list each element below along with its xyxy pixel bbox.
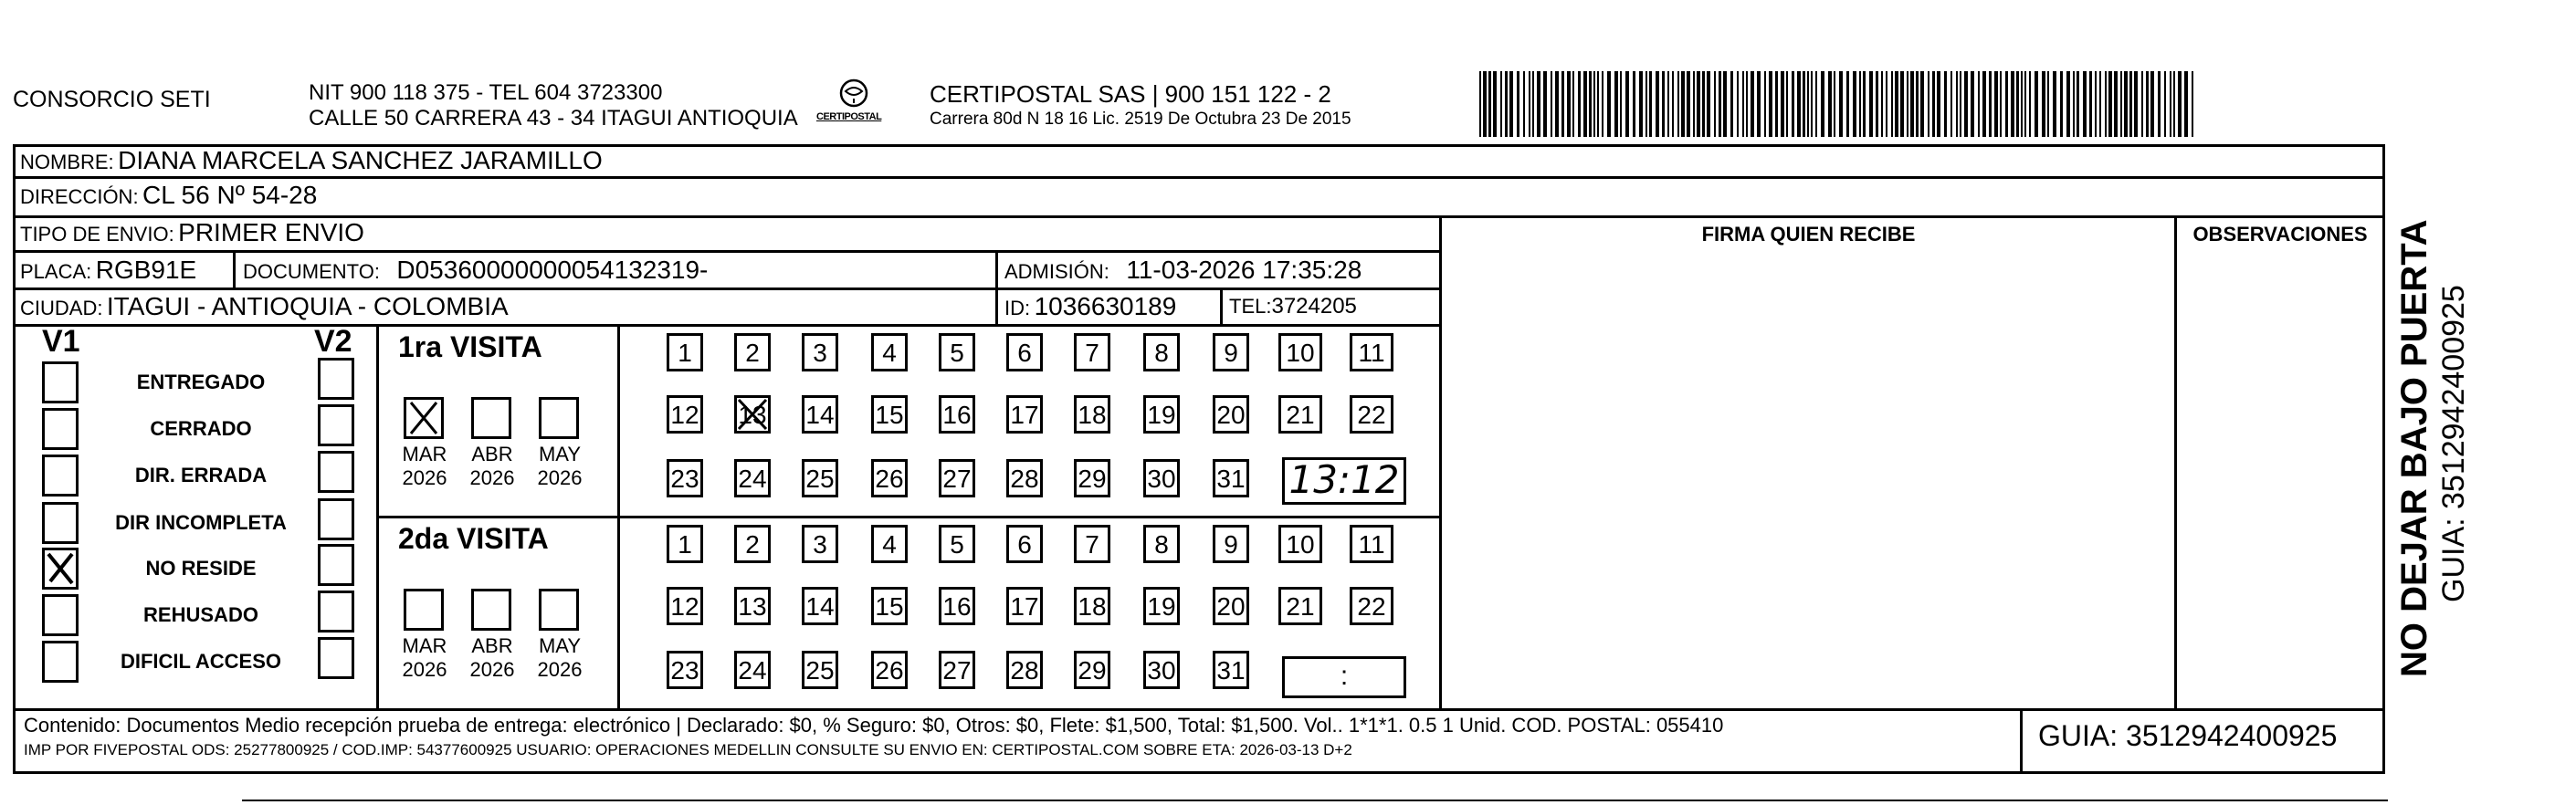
barcode-bar [1523, 71, 1525, 137]
barcode-bar [1971, 71, 1974, 137]
second-day-box[interactable]: 30 [1143, 651, 1180, 689]
first-day-box[interactable]: 9 [1213, 333, 1249, 371]
barcode-bar [2011, 71, 2014, 137]
barcode-bar [1551, 71, 1552, 137]
second-month-checkbox[interactable] [404, 589, 444, 631]
barcode-bar [1707, 71, 1710, 137]
first-day-box[interactable]: 31 [1213, 459, 1249, 497]
barcode-bar [1964, 71, 1968, 137]
barcode-bar [1803, 71, 1805, 137]
barcode-bar [1978, 71, 1980, 137]
barcode-bar [1517, 71, 1519, 137]
placa-label: PLACA: [20, 260, 92, 283]
status-label: NO RESIDE [145, 557, 257, 580]
ciudad-label: CIUDAD: [20, 297, 103, 319]
v2-checkbox[interactable] [318, 358, 354, 400]
v1-checkbox[interactable] [42, 361, 79, 403]
barcode-bar [1649, 71, 1652, 137]
barcode-bar [2178, 71, 2182, 137]
second-month-checkbox[interactable] [539, 589, 579, 631]
second-day-box[interactable]: 24 [734, 651, 771, 689]
barcode-bar [1907, 71, 1908, 137]
barcode-bar [2042, 71, 2045, 137]
barcode-bar [1928, 71, 1929, 137]
barcode-bar [1693, 71, 1695, 137]
second-day-box[interactable]: 18 [1074, 587, 1110, 625]
barcode-bar [1920, 71, 1924, 137]
status-label: REHUSADO [143, 603, 258, 626]
first-day-box[interactable]: 30 [1143, 459, 1180, 497]
barcode-bar [1645, 71, 1647, 137]
second-day-box[interactable]: 14 [802, 587, 838, 625]
nombre-label: NOMBRE: [20, 151, 114, 173]
barcode-bar [1937, 71, 1940, 137]
first-visit-title: 1ra VISITA [398, 330, 542, 363]
second-day-box[interactable]: 21 [1278, 587, 1322, 625]
documento-value: D05360000000054132319- [396, 256, 709, 284]
barcode-bar [2108, 71, 2112, 137]
barcode-bar [1561, 71, 1564, 137]
barcode-bar [1797, 71, 1801, 137]
barcode-bar [2035, 71, 2038, 137]
second-day-box[interactable]: 27 [939, 651, 975, 689]
first-year-label: 2026 [402, 466, 447, 489]
barcode-bar [1769, 71, 1772, 137]
first-day-box[interactable]: 6 [1006, 333, 1043, 371]
first-year-label: 2026 [537, 466, 583, 489]
placa-value: RGB91E [95, 256, 197, 284]
admision-field [1004, 256, 1362, 285]
v1-checkbox[interactable] [42, 408, 79, 450]
v1-checkbox[interactable] [42, 455, 79, 497]
admision-value: 11-03-2026 17:35:28 [1126, 256, 1362, 284]
barcode-bar [1602, 71, 1603, 137]
barcode-bar [2158, 71, 2161, 137]
barcode-bar [1672, 71, 1674, 137]
second-day-box[interactable]: 16 [939, 587, 975, 625]
first-day-box[interactable]: 25 [802, 459, 838, 497]
barcode-bar [2192, 71, 2193, 137]
barcode-bar [1656, 71, 1659, 137]
first-day-box[interactable]: 11 [1350, 333, 1393, 371]
certipostal-logo [813, 75, 895, 130]
status-label: ENTREGADO [136, 371, 266, 393]
barcode-bar [1620, 71, 1622, 137]
barcode-bar [2016, 71, 2019, 137]
second-month-label: ABR [471, 634, 513, 657]
second-year-label: 2026 [469, 658, 515, 681]
barcode-bar [1730, 71, 1733, 137]
barcode-bar [1815, 71, 1817, 137]
v2-checkbox[interactable] [318, 637, 354, 679]
v2-label: V2 [314, 324, 352, 359]
first-month-checkbox[interactable] [404, 397, 444, 439]
first-day-box[interactable]: 12 [667, 395, 703, 434]
first-day-box[interactable]: 13 [734, 395, 771, 434]
direccion-field [20, 181, 317, 210]
barcode-bar [2164, 71, 2166, 137]
first-day-box[interactable]: 10 [1278, 333, 1322, 371]
barcode-bar [2005, 71, 2008, 137]
licence-line: Carrera 80d N 18 16 Lic. 2519 De Octubra 23 De 2015 [930, 110, 1351, 129]
nit-line: NIT 900 118 375 - TEL 604 3723300 [309, 80, 663, 105]
v2-checkbox[interactable] [318, 404, 354, 446]
barcode-bar [1597, 71, 1599, 137]
barcode-bar [1737, 71, 1739, 137]
barcode-bar [1483, 71, 1487, 137]
status-label: DIFICIL ACCESO [120, 650, 281, 673]
barcode-bar [1719, 71, 1721, 137]
barcode-bar [1687, 71, 1690, 137]
barcode-bar [2141, 71, 2143, 137]
barcode-bar [1994, 71, 1998, 137]
barcode-bar [1960, 71, 1961, 137]
first-day-box[interactable]: 2 [734, 333, 771, 371]
second-year-label: 2026 [402, 658, 447, 681]
v1-checkbox[interactable] [42, 641, 79, 683]
tel-field [1229, 294, 1357, 319]
barcode-bar [2083, 71, 2087, 137]
barcode-bar [1723, 71, 1727, 137]
first-day-box[interactable]: 24 [734, 459, 771, 497]
first-day-box[interactable]: 3 [802, 333, 838, 371]
barcode-bar [1859, 71, 1861, 137]
barcode-bar [1834, 71, 1835, 137]
barcode-bar [2184, 71, 2188, 137]
firma-label: FIRMA QUIEN RECIBE [1701, 223, 1916, 246]
barcode-bar [1863, 71, 1866, 137]
second-day-box[interactable]: 23 [667, 651, 703, 689]
company-name: CONSORCIO SETI [13, 87, 211, 112]
barcode-bar [1989, 71, 1992, 137]
barcode-bar [1900, 71, 1904, 137]
tipo-field [20, 218, 364, 247]
first-month-label: ABR [471, 443, 513, 465]
barcode-bar [1488, 71, 1491, 137]
barcode-bar [1751, 71, 1754, 137]
second-day-box[interactable]: 22 [1350, 587, 1393, 625]
first-day-box[interactable]: 29 [1074, 459, 1110, 497]
documento-field [243, 256, 708, 285]
barcode-bar [1479, 71, 1481, 137]
barcode-bar [1662, 71, 1665, 137]
barcode-bar [2173, 71, 2175, 137]
barcode-bar [1982, 71, 1986, 137]
barcode-bar [1702, 71, 1705, 137]
v2-checkbox[interactable] [318, 451, 354, 493]
barcode-bar [2029, 71, 2031, 137]
first-day-box[interactable]: 4 [871, 333, 908, 371]
barcode-bar [1821, 71, 1824, 137]
second-month-label: MAR [402, 634, 447, 657]
barcode-bar [2129, 71, 2132, 137]
barcode-bar [1807, 71, 1809, 137]
first-month-label: MAR [402, 443, 447, 465]
first-day-box[interactable]: 26 [871, 459, 908, 497]
barcode-bar [2066, 71, 2070, 137]
imp-line: IMP POR FIVEPOSTAL ODS: 25277800925 / COD.IMP: 54377600925 USUARIO: OPERACIONES MEDELLIN CONSULTE SU ENVIO EN: CERTIPOSTAL.COM SOBRE ETA: 2026-03-13 D+2 [24, 741, 1352, 758]
status-label: DIR INCOMPLETA [115, 511, 287, 534]
first-day-box[interactable]: 27 [939, 459, 975, 497]
direccion-label: DIRECCIÓN: [20, 185, 139, 208]
barcode-bar [1950, 71, 1952, 137]
barcode-bar [1839, 71, 1843, 137]
second-day-box[interactable]: 4 [871, 525, 908, 563]
v2-checkbox[interactable] [318, 544, 354, 586]
second-month-label: MAY [538, 634, 582, 657]
barcode-bar [1537, 71, 1540, 137]
first-day-mark [736, 397, 769, 436]
barcode-bar [1583, 71, 1587, 137]
first-month-label: MAY [538, 443, 582, 465]
barcode-bar [1639, 71, 1643, 137]
barcode-bar [1589, 71, 1592, 137]
first-day-box[interactable]: 21 [1278, 395, 1322, 434]
second-day-box[interactable]: 10 [1278, 525, 1322, 563]
barcode-bar [2047, 71, 2049, 137]
logo-text: CERTIPOSTAL [816, 111, 882, 122]
barcode-bar [2124, 71, 2128, 137]
barcode-bar [1944, 71, 1947, 137]
barcode-bar [2120, 71, 2122, 137]
barcode-bar [1500, 71, 1502, 137]
second-time-box[interactable]: : [1282, 656, 1406, 698]
ciudad-field [20, 292, 509, 321]
v2-checkbox[interactable] [318, 498, 354, 540]
barcode-bar [2053, 71, 2056, 137]
tipo-label: TIPO DE ENVIO: [20, 223, 174, 246]
second-visit-title: 2da VISITA [398, 522, 549, 555]
barcode-bar [1607, 71, 1611, 137]
second-day-box[interactable]: 11 [1350, 525, 1393, 563]
barcode-bar [1543, 71, 1547, 137]
barcode-bar [1614, 71, 1618, 137]
id-label: ID: [1004, 297, 1031, 319]
barcode-bar [2150, 71, 2154, 137]
barcode-bar [1493, 71, 1497, 137]
first-year-label: 2026 [469, 466, 515, 489]
first-day-box[interactable]: 7 [1074, 333, 1110, 371]
barcode-bar [1881, 71, 1883, 137]
v1-label: V1 [42, 324, 80, 359]
second-year-label: 2026 [537, 658, 583, 681]
v1-checkbox[interactable] [42, 594, 79, 636]
barcode-bar [1775, 71, 1778, 137]
barcode-bar [1625, 71, 1629, 137]
second-day-box[interactable]: 28 [1006, 651, 1043, 689]
barcode-bar [2024, 71, 2026, 137]
barcode-bar [1764, 71, 1766, 137]
barcode-bar [1593, 71, 1595, 137]
first-day-box[interactable]: 17 [1006, 395, 1043, 434]
barcode-bar [1505, 71, 1508, 137]
tel-label: TEL: [1229, 295, 1272, 318]
barcode-bar [1781, 71, 1784, 137]
barcode-bar [2114, 71, 2118, 137]
barcode-bar [1572, 71, 1574, 137]
barcode-bar [2170, 71, 2171, 137]
barcode-bar [1811, 71, 1813, 137]
barcode-bar [1509, 71, 1513, 137]
side-guia: GUIA: 3512942400925 [2436, 285, 2471, 602]
barcode-bar [1667, 71, 1669, 137]
second-day-box[interactable]: 2 [734, 525, 771, 563]
first-day-box[interactable]: 5 [939, 333, 975, 371]
barcode-bar [1532, 71, 1534, 137]
barcode-bar [2146, 71, 2149, 137]
second-day-box[interactable]: 20 [1213, 587, 1249, 625]
barcode-bar [1567, 71, 1571, 137]
barcode-bar [1792, 71, 1794, 137]
second-day-box[interactable]: 5 [939, 525, 975, 563]
barcode-bar [2000, 71, 2002, 137]
id-value: 1036630189 [1034, 292, 1177, 320]
second-day-box[interactable]: 7 [1074, 525, 1110, 563]
barcode-bar [2095, 71, 2097, 137]
barcode-bar [1956, 71, 1958, 137]
second-day-box[interactable]: 25 [802, 651, 838, 689]
address-line: CALLE 50 CARRERA 43 - 34 ITAGUI ANTIOQUIA [309, 106, 798, 131]
barcode-bar [1786, 71, 1788, 137]
second-day-box[interactable]: 19 [1143, 587, 1180, 625]
second-day-box[interactable]: 8 [1143, 525, 1180, 563]
second-day-box[interactable]: 26 [871, 651, 908, 689]
barcode-bar [2073, 71, 2075, 137]
barcode-bar [1757, 71, 1761, 137]
nombre-field [20, 146, 603, 175]
id-field [1004, 292, 1176, 321]
barcode-bar [1869, 71, 1873, 137]
second-day-box[interactable]: 1 [667, 525, 703, 563]
admision-label: ADMISIÓN: [1004, 260, 1109, 283]
barcode-bar [2021, 71, 2023, 137]
second-day-box[interactable]: 31 [1213, 651, 1249, 689]
barcode-bar [1876, 71, 1878, 137]
barcode-bar [1742, 71, 1744, 137]
first-month-checkbox[interactable] [539, 397, 579, 439]
barcode-bar [1910, 71, 1914, 137]
barcode [1479, 71, 2201, 137]
side-no-dejar: NO DEJAR BAJO PUERTA [2394, 219, 2434, 677]
first-day-box[interactable]: 8 [1143, 333, 1180, 371]
barcode-bar [2099, 71, 2101, 137]
second-day-box[interactable]: 12 [667, 587, 703, 625]
barcode-bar [2089, 71, 2092, 137]
status-label: DIR. ERRADA [134, 464, 268, 486]
first-day-box[interactable]: 23 [667, 459, 703, 497]
certipostal-line: CERTIPOSTAL SAS | 900 151 122 - 2 [930, 80, 1331, 108]
barcode-bar [2060, 71, 2063, 137]
barcode-bar [1891, 71, 1893, 137]
first-day-box[interactable]: 28 [1006, 459, 1043, 497]
barcode-bar [1677, 71, 1679, 137]
status-label: CERRADO [150, 417, 252, 440]
second-day-box[interactable]: 15 [871, 587, 908, 625]
barcode-bar [1853, 71, 1856, 137]
barcode-bar [2134, 71, 2138, 137]
observaciones-label: OBSERVACIONES [2192, 223, 2368, 246]
first-time-box[interactable]: 13:12 [1282, 457, 1406, 505]
barcode-bar [1746, 71, 1748, 137]
tel-value: 3724205 [1271, 294, 1357, 319]
v1-checkbox[interactable] [42, 548, 79, 590]
first-day-box[interactable]: 16 [939, 395, 975, 434]
footer-guia: GUIA: 3512942400925 [2038, 719, 2338, 752]
documento-label: DOCUMENTO: [243, 260, 380, 283]
v1-checkbox[interactable] [42, 502, 79, 544]
barcode-bar [1932, 71, 1935, 137]
second-day-box[interactable]: 3 [802, 525, 838, 563]
contenido-line: Contenido: Documentos Medio recepción prueba de entrega: electrónico | Declarado: $0, % Seguro: $0, Otros: $0, Flete: $1,500, Total: $1,500. Vol.. 1*1*1. 0.5 1 Unid. COD. POSTAL: 055410 [24, 714, 1724, 737]
v2-checkbox[interactable] [318, 591, 354, 632]
second-day-box[interactable]: 29 [1074, 651, 1110, 689]
barcode-bar [1633, 71, 1635, 137]
second-day-box[interactable]: 13 [734, 587, 771, 625]
ciudad-value: ITAGUI - ANTIOQUIA - COLOMBIA [106, 292, 509, 320]
barcode-bar [1681, 71, 1685, 137]
first-day-box[interactable]: 1 [667, 333, 703, 371]
first-day-box[interactable]: 14 [802, 395, 838, 434]
tipo-value: PRIMER ENVIO [178, 218, 364, 246]
second-month-checkbox[interactable] [471, 589, 511, 631]
barcode-bar [2105, 71, 2107, 137]
first-month-checkbox[interactable] [471, 397, 511, 439]
barcode-bar [1895, 71, 1898, 137]
first-day-box[interactable]: 20 [1213, 395, 1249, 434]
first-day-box[interactable]: 18 [1074, 395, 1110, 434]
barcode-bar [1578, 71, 1581, 137]
second-day-box[interactable]: 17 [1006, 587, 1043, 625]
nombre-value: DIANA MARCELA SANCHEZ JARAMILLO [118, 146, 603, 174]
barcode-bar [1697, 71, 1700, 137]
placa-field [20, 256, 196, 285]
first-day-box[interactable]: 22 [1350, 395, 1393, 434]
barcode-bar [1529, 71, 1530, 137]
first-day-box[interactable]: 15 [871, 395, 908, 434]
barcode-bar [1555, 71, 1559, 137]
second-day-box[interactable]: 6 [1006, 525, 1043, 563]
second-day-box[interactable]: 9 [1213, 525, 1249, 563]
first-day-box[interactable]: 19 [1143, 395, 1180, 434]
barcode-bar [1916, 71, 1919, 137]
barcode-bar [1714, 71, 1716, 137]
barcode-bar [2077, 71, 2079, 137]
barcode-bar [1846, 71, 1849, 137]
barcode-bar [1828, 71, 1832, 137]
direccion-value: CL 56 Nº 54-28 [142, 181, 318, 209]
barcode-bar [1886, 71, 1887, 137]
